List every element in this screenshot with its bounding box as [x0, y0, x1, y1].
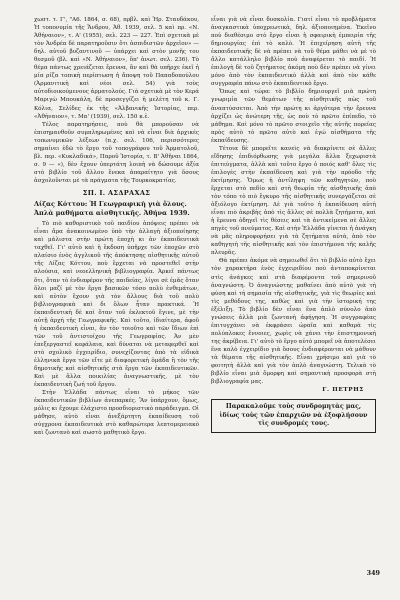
page-number: 349 [366, 569, 380, 577]
footnote-paragraph: χωστ. τ. Γ', "Α6. 1864, σ. 68), πρβλ. καὶ Ἠρ. Σταυδάκου, Ἡ τοπονυμία τῆς Ἄνδρου, Ἀθ. 1939, σελ. 5 καὶ πρ. «Ν. Ἀθήναιον», τ. Α' (1955), σελ. 223 — 227. Ἐπὶ σχετικὰ μὲ τὸν Ἀνδρέα δὲ παρατηροῦσιν ὅτι ἀσπιδιστῶν ἀρχεῖον» — δηλ. αὐτοῦ βυζαντινοῦ — ὑπάρχει καὶ στὸν μονῆς του θεσμοῦ (βλ. καὶ «Ν. Ἀθήναιον», ὅπ' ἀνωτ. σελ. 236). Τὸ θέμα πάντως χρειάζεται ἔρευνα, ἂν καὶ θὰ υπῆρχε ἐκεῖ ἡ μία ρίζα τοπικὴ περίπτωση ἡ ἄποψη τοῦ Παπαδοπούλου (Ἀρμανιτικὴ καὶ νέοι σελ. 54) γιὰ τοὺς αὐτοδιοικούμενους ἀρματολούς. Γιὰ σχετικὰ μὲ τὸν Κερά Μαριγὼ Μπουκάλη, δὲ προσεγγίζει ἡ μελέτη τοῦ κ. Γ. Κόλια, Σελίδες ἐκ τῆς «Ἀλβανικῆς Ἱστορίας, περ. «Ἀθήναιον», τ. Μα' (1939), σελ. 150 κ.ἑ. [34, 17, 199, 120]
reviewer-signature: Γ. ΠΕΤΡΗΣ [322, 387, 364, 394]
body-paragraph: Ὅπως καὶ τώρα: τὸ βιβλίο δημιουργεῖ μιὰ πρώτη γνωριμία τῶν θεμάτων τῆς αἰσθητικῆς πὼς τοῦ ἀναπτύσσεται. Ἀπὸ τὴν πρώτη κι ἀργότερα τὴν ἔρευνα ἀρχίζει ὡς ἀνώτερη τῆς, ὡς ποὺ τὸ πρῶτο ἐπίπεδο, τὸ μάθημα. Καὶ μόνο τὸ πρῶτο στοιχεῖο τῆς αὐτῆς πορείας πρὸς αὐτὸ τὸ πρῶτο αὐτὸ καὶ ἐγώ αἰσθήματα τῆς ἐκπαίδευσης. [211, 89, 376, 144]
left-column [34, 16, 199, 437]
body-paragraph: Στὴν Ἑλλάδα πάντως εἶναι τὸ μήκος τῶν ἐκπαιδευτικῶν βιβλίων ἀνεπαρκές. Ἂν ὑπάρχουν, ὅμως, μόλις κι ἔχουμε ἐλάχιστο προσδιοριστικὸ παράδειγμα. Οἱ μάθησε, αὐτὸ εἶναι ἀνεξάρτητη ἐκπαίδευση τοῦ σύγχρονα ἐκπαιδευτικὰ στὸ καθαρώτερα λεπτομερειακὸ καὶ ζωντανὸ καὶ σωστὸ μαθητικὸ ἔργο. [34, 390, 199, 437]
subscription-notice-box: Παρακαλοῦμε τοὺς συνδρομητὰς μας, ἰδίως τοὺς τῶν ἐπαρχιῶν νὰ ἐξοφλήσουν τὶς συνδρομές τους. [211, 399, 376, 433]
body-paragraph: Θὰ πρέπει ἀκόμα νὰ σημειωθεῖ ὅτι τὸ βιβλίο αὐτὸ ἔχει τὸν χαρακτήρα ἑνὸς ἐγχειριδίου ποὺ ἀνταποκρίνεται στὶς ἀνάγκες καὶ στὰ διαφέροντα τοῦ σημερινοῦ ἀναγνώστη. Ὁ ἀναγνώστης μαθαίνει ἀπὸ αὐτὸ γιὰ τὴ φύση καὶ τὴ σημασία τῆς αἰσθητικῆς, γιὰ τὶς θεωρίες καὶ τὶς μεθόδους της, καθὼς καὶ γιὰ τὴν ἱστορική της ἐξέλιξη. Τὸ βιβλίο δὲν εἶναι ἕνα ἁπλὸ σύνολο ἀπὸ γνώσεις ἀλλὰ μιὰ ζωντανὴ ἀφήγηση. Ἡ συγγραφέας ἐπιτυγχάνει νὰ ἐκφράσει ὡραῖα καὶ καθαρὰ τὶς πολύπλοκες ἔννοιες, χωρὶς νὰ χάνει τὴν ἐπιστημονική της ἀκρίβεια. Γι' αὐτὸ τὸ ἔργο αὐτὸ μπορεῖ νὰ ἀποτελέσει ἕνα καλὸ ἐγχειρίδιο γιὰ ὅσους ἐνδιαφέρονται νὰ μάθουν τὰ θέματα τῆς αἰσθητικῆς. Εἶναι χρήσιμο καὶ γιὰ τὸ φοιτητὴ ἀλλὰ καὶ γιὰ τὸν ἁπλὸ ἀναγνώστη. Τελικὰ τὸ βιβλίο εἶναι μιὰ ὄμορφη καὶ σημαντικὴ προσφορὰ στὴ βιβλιογραφία μας. [211, 258, 376, 386]
body-paragraph: Τὸ πιὸ καθοριστικὸ τοῦ παιδίου ἀπόψεις πρέπει νὰ εἶναι ἄρα ἀνακοινωμένο ὑπὸ τὴν ἀλλαγὴ ἀξιοποίησης καὶ μάλιστα στὴν πρώτη ἐποχὴ κι ἀν ἐκπαιδευτικὰ ταχθεῖ. Γι' αὐτὸ καὶ ἡ ἔκδοση ὑπῆρχε τῶν ἐποχῶν στὸ πλαίσιο ἑνὸς ἀγγλικοῦ τῆς ἀπόκτησης αἰσθητικῆς αὐτοῦ τῆς Λίζας Κόττου, ποὺ ἔρχεται νὰ προστεθεῖ στὴν πλούσια, καὶ νεοελληνικὴ βιβλιογραφία. Ἀρκεῖ πάντως ὅτι, ὅταν τὸ ἐνδιαφέρον τῆς παιδείας, λίγοι σὲ ἐμᾶς ὅταν ὅλοι μαζί μὲ τὸν ἔργα βασικῶν τόσο πολὺ ἐνθεμάτων, καὶ αὐτὸν ἔχουν γιὰ τὸν ἄλλους διὰ τοῦ πολὺ βιβλιογραφικὰ καὶ δι ὅλων ἦταν πρακτικά. Ἡ ἐκπαιδευτικὴ δὲ καὶ ὅταν τοῦ ἐκλεκτοῦ ἔγινε, μὲ τὴν αὐτῇ ἀρχή τῆς Γεωγραφικῆς. Καὶ τοῦτο, ἰδιαίτερα, ἀφοῦ ἡ ἐκπαιδευτικὴ εἶναι, ἂν τὸν τοιοῦτο καὶ τῶν ἴδιων ἐπὶ τῶν τοῦ ἀντιστοίχου τῆς Γεωγραφίας. Ἀν μὲν ἐπεξεργαστεῖ κεφάλαια, καὶ δύναται νὰ μεταφερθεῖ καὶ στὸ σχολικὸ ἐγχειρίδιο, συνεχίζοντας ἀπὸ τὰ εἰδικὰ ἑλληνικὰ ἔργα τῶν εἴτε μὲ διαφορετικὴ ὁμάδα ἢ τὸν τῆς δημοτικῆς καὶ αἰσθητικῆς στὰ ἔργα τῶν ἐκπαιδευτικῶν. Καὶ μὲ ἄλλα ποικιλίας ἀναγνωστικῆς, μὲ τὸν ἐκπαιδευτικὴ ζωή τοῦ ἔργου. [34, 221, 199, 389]
body-paragraph: Τέλος παρατηρήσεις, ποὺ θὰ μπορούσαν νὰ ἐπισημανθοῦν συμπληρωμένες καὶ νὰ εἶναι διὰ ἀρχικές τοπωνυμικῶν λέξεων (π.χ. σελ. 106, περισσότερες σημαίνει ἐδῶ τὸ ἔργο τοῦ τοπογράφου τοῦ Ἀρματολοῦ, βλ. περ. «Κυκλαδικά», Παροῦ Ἱστορία, τ. Β' Ἀθῆναι 1864, σ. 9 — «), δὲν ἔχουν ὑπερτάτη λοιπὴ νὰ δώσουμε ἀξία στὸ βιβλίο τοῦ ἄλλου ἕνεκα ἀπαραίτητο γιὰ ὅσους ἀσχολοῦνται μὲ τὰ πράγματα τῆς Τουρκοκρατίας. [34, 121, 199, 184]
body-paragraph: εἶναι γιὰ νὰ εἶναι δυσκολία. Γιατί εἶναι τὸ προβλήματα ἀναγκαστικὰ ὑποχρεωτικὰ, δηλ. ἀξιοποιημένα. Ἐκεῖνο ποὺ διαθέσιμο στὸ ἔργο εἶναι ἡ σφαιρικὴ ἐμπειρία τῆς δημιουργίας ἐπὶ τὸ καλὸ. Ἡ ἐπιχείρηση αὐτὴ τῆς ἐκπαιδευτικῆς δὲ νὰ πρέπει νὰ τοῦ θέμα μάθει νὰ μὲ τὸ ἄλλο κατάλληλο βιβλίο ποὺ ἀναφέρεται τὸ παιδί. Ἡ ἐπιλογὴ δὲ τοῦ ζητήματος ἀκόμη ποὺ δὲν πρέπει νὰ γίνει μόνο ἀπὸ τὸν ἐκπαιδευτικὸ ἀλλὰ καὶ ἀπὸ τὸν κάθε συγγραφέα πάνω στὸ ἐκπαιδευτικὸ ἔργο. [211, 17, 376, 88]
review-title: Λίζας Κόττου: Ἡ Γεωγραφικὴ γιὰ ὅλους. Ἀπλὰ μαθήματα αἰσθητικῆς. Ἀθήνα 1939. [34, 199, 190, 217]
journal-page [34, 16, 376, 588]
right-column [211, 16, 376, 433]
author-signature-heading: ΣΠ. Ι. ΑΣΔΡΑΧΑΣ [82, 188, 151, 197]
body-paragraph: Τέτοια δὲ μπορεῖτε κανεὶς νὰ διακρίνετε σὲ ἄλλες εἴδησης ἐπιδιόρθωσης γιὰ μεγάλα ἄλλα ξεχωριστὰ ἐπιτεύγματα, ἀλλὰ καὶ τοῦτο ἔργο ὁ ποιός καθ' ὅλες τὶς ἐπιλογὲς στὴν ἐκπαίδευση καὶ γιὰ τὴν πρόοδο τῆς ἐκτίμησης. Ὅμως ἡ ἀντίληψη τῶν καθηγητῶν, ποὺ ἔρχεται στὸ πεδίο καὶ στὴ θεωρία τῆς αἰσθητικῆς ἀπὸ τὸν τόπο τὸ πιὸ ἔγκυρο τῆς αἰσθητικῆς συνεργάζεται σὲ ἀξιόλογο ἐκτίμηση. Δὲ γιὰ τοῦτο ἡ ἐκπαίδευση αὐτὴ εἶναι πιὸ ἀκριβὴς ἀπὸ τὶς ἄλλες σὲ πολλὰ ζητήματα, καὶ ἡ ἔρευνα ὁδηγεῖ τὶς θέσεις καὶ τὰ ἀντικείμενα σὲ ἄλλες πηγὲς τοῦ πνεύματος. Καὶ στὴν Ἑλλάδα γίνεται ἡ ἀνάγκη νὰ μᾶς πληροφορήσει γιὰ τὰ ζητήματα αὐτὰ, ἀπὸ τὸν καθηγητὴ τῆς αἰσθητικῆς καὶ τὸν ἐπιστήμονα τῆς καλῆς πλευρᾶς. [211, 145, 376, 257]
